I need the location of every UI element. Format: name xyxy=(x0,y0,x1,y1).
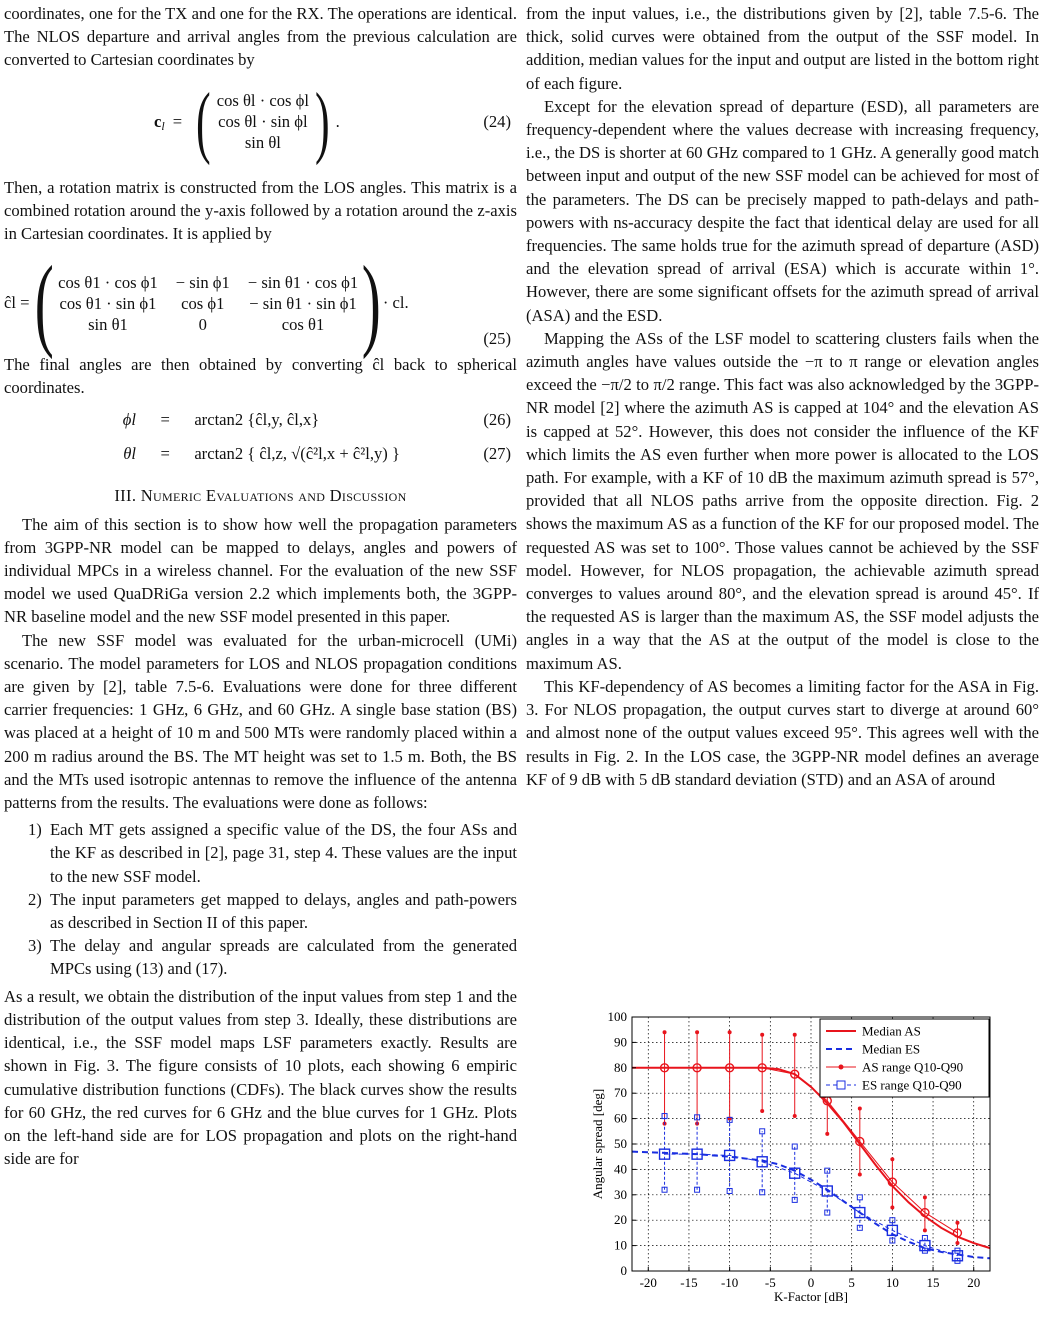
x-axis-label: K-Factor [dB] xyxy=(773,1289,849,1304)
eq25-r2c2: cos ϕ1 xyxy=(181,293,225,313)
y-tick-label: 20 xyxy=(614,1212,627,1228)
eq26-rhs: arctan2 {ĉl,y, ĉl,x} xyxy=(194,409,320,429)
range-high-marker xyxy=(890,1157,894,1161)
range-high-marker xyxy=(663,1030,667,1034)
legend-label: Median ES xyxy=(862,1041,921,1057)
legend-label: ES range Q10-Q90 xyxy=(862,1077,962,1093)
equation-25: ĉl = ( cos θ1 · cos ϕ1 − sin ϕ1 − sin θ1 · cos ϕ1 cos θ1 · sin ϕ1 cos ϕ1 − sin θ1 · sin ϕ1 sin θ1 0 cos θ1 ) · cl. (25) xyxy=(4,245,511,361)
paragraph-umi: The new SSF model was evaluated for the urban-microcell (UMi) scenario. The model parameters for LOS and NLOS propagation conditions are given by [2], table 7.5-6. Evaluations were done for three different carrier frequencies: 1 GHz, 6 GHz, and 60 GHz. A single base station (BS) was placed at a height of 10 m and 500 MTs were randomly placed within a 200 m radius around the BS. The MT height was set to 1.5 m. Both, the BS and the MTs used isotropic antennas to remove the influence of the antenna patterns from the results. The evaluations were done as follows: xyxy=(4,630,517,813)
range-low-marker xyxy=(923,1228,927,1232)
left-column xyxy=(4,0,517,1170)
list-item: 3) The delay and angular spreads are calculated from the generated MPCs using (13) and (17). xyxy=(28,936,517,979)
equation-24: c $_l$ = ( cos θl · cos ϕl cos θl · sin ϕl sin θl ) . (24) xyxy=(154,77,511,166)
paragraph-result: As a result, we obtain the distribution of the input values from step 1 and the distribution of the output values from step 3. Ideally, these distributions are identical, i.e., the SSF model maps LSF parameters exactly. Results are shown in Fig. 3. The figure consists of 10 plots, each showing 6 empiric cumulative distribution functions (CDFs). The black curves show the results for 60 GHz, the red curves for 6 GHz and the blue curves for 1 GHz. Plots on the left-hand side are for LOS propagation and plots on the right-hand side are for xyxy=(4,986,517,1169)
eq27-rhs: arctan2 { ĉl,z, √(ĉ²l,x + ĉ²l,y) } xyxy=(194,443,400,463)
eq25-r2c1: cos θ1 · sin ϕ1 xyxy=(59,293,157,313)
y-tick-label: 100 xyxy=(607,1009,627,1024)
x-tick-label: 5 xyxy=(848,1275,855,1290)
equation-26-27 xyxy=(4,400,517,480)
legend-marker xyxy=(837,1081,845,1089)
range-high-marker xyxy=(695,1030,699,1034)
list-item: 1) Each MT gets assigned a specific value of the DS, the four ASs and the KF as described in [2], page 31, step 4. These values are the input to the new SSF model. xyxy=(28,820,517,886)
eq24-number: (24) xyxy=(483,111,511,131)
range-low-marker xyxy=(955,1241,959,1245)
list-item: 2) The input parameters get mapped to delays, angles and path-powers as described in Section II of this paper. xyxy=(28,889,517,933)
y-tick-label: 80 xyxy=(614,1059,627,1075)
eq25-r1c2: − sin ϕ1 xyxy=(175,272,230,292)
paragraph-rotation: Then, a rotation matrix is constructed from the LOS angles. This matrix is a combined rotation around the y-axis followed by a rotation around the z-axis in Cartesian coordinates. It is applied by xyxy=(4,177,517,244)
x-tick-label: -5 xyxy=(764,1275,776,1290)
eq26-number: (26) xyxy=(483,409,511,429)
angular-spread-chart xyxy=(570,1005,1010,1305)
range-high-marker xyxy=(728,1030,732,1034)
paragraph-final-angles: The final angles are then obtained by converting ĉl back to spherical coordinates. xyxy=(4,355,517,398)
evaluation-steps-list xyxy=(4,818,517,980)
x-tick-label: 10 xyxy=(885,1275,899,1290)
range-low-marker xyxy=(825,1132,829,1136)
section-heading: III. Numeric Evaluations and Discussion xyxy=(114,485,407,505)
eq24-row-1: cos θl · cos ϕl xyxy=(216,91,309,111)
legend-marker xyxy=(839,1065,844,1070)
range-low-marker xyxy=(858,1172,862,1176)
x-tick-label: 0 xyxy=(807,1275,815,1290)
range-high-marker xyxy=(793,1033,797,1037)
y-tick-label: 50 xyxy=(614,1136,627,1151)
eq25-number: (25) xyxy=(483,329,511,349)
range-high-marker xyxy=(955,1221,959,1225)
y-tick-label: 90 xyxy=(614,1034,627,1050)
range-high-marker xyxy=(760,1033,764,1037)
x-tick-label: 20 xyxy=(967,1275,981,1290)
range-low-marker xyxy=(890,1206,894,1210)
y-tick-label: 10 xyxy=(614,1237,627,1253)
eq24-lhs: c xyxy=(154,111,162,131)
eq24-row-2: cos θl · sin ϕl xyxy=(218,112,308,132)
range-low-marker xyxy=(793,1114,797,1118)
eq25-r3c3: cos θ1 xyxy=(281,314,325,334)
eq25-rhs: · cl. xyxy=(382,293,409,313)
y-tick-label: 60 xyxy=(614,1110,627,1126)
x-tick-label: -20 xyxy=(639,1275,657,1290)
eq26-eq: = xyxy=(160,409,170,429)
eq25-lhs: ĉl = xyxy=(4,293,30,313)
range-low-marker xyxy=(760,1109,764,1113)
range-high-marker xyxy=(923,1195,927,1199)
y-tick-label: 70 xyxy=(614,1085,627,1101)
eq25-r3c1: sin θ1 xyxy=(88,314,128,334)
legend-label: Median AS xyxy=(862,1023,921,1039)
eq24-row-3: sin θl xyxy=(244,133,281,153)
eq25-r3c2: 0 xyxy=(198,314,207,334)
y-tick-label: 40 xyxy=(614,1161,627,1177)
range-high-marker xyxy=(857,1195,862,1200)
range-high-marker xyxy=(858,1106,862,1110)
paragraph-mapping: Mapping the ASs of the LSF model to scattering clusters fails when the azimuth angles have values outside the −π to π range or elevation angles exceed the −π/2 to π/2 range. This fact was also acknowledged by the 3GPP-NR model [2] where the azimuth AS is capped at 104° and the elevation AS is capped at 52°. However, this does not consider the influence of the KF which limits the AS even further when more power is allocated to the LOS path. For example, with a KF of 10 dB the maximum azimuth spread is 57°, provided that all NLOS paths arrive from the opposite direction. Fig. 2 shows the maximum AS as a function of the KF for our proposed model. The requested AS was set to 100°. Those values cannot be achieved by the SSF model. However, for NLOS propagation, the achievable azimuth spread converges to values around 80°, and the elevation spread is around 45°. If the requested AS is larger than the maximum AS, the SSF model adjusts the angles in a way that the AS at the output of the model is close to the maximum AS. xyxy=(526,328,1039,673)
eq26-lhs: ϕl xyxy=(122,409,136,429)
eq24-sub: l xyxy=(161,119,165,134)
eq27-number: (27) xyxy=(483,443,511,463)
y-axis-label: Angular spread [deg] xyxy=(590,1088,605,1200)
eq25-r2c3: − sin θ1 · sin ϕ1 xyxy=(249,293,357,313)
eq27-lhs: θl xyxy=(123,443,136,463)
paragraph-intro: coordinates, one for the TX and one for the RX. The operations are identical. The NLOS departure and arrival angles from the previous calculation are converted to Cartesian coordinates by xyxy=(4,4,517,70)
eq25-r1c1: cos θ1 · cos ϕ1 xyxy=(58,272,158,292)
paragraph-kf-dependency: This KF-dependency of AS becomes a limiting factor for the ASA in Fig. 3. For NLOS propagation, the output curves start to diverge at around 60° and almost none of the output values exceed 95°. This agrees well with the results in Fig. 2. In the LOS case, the 3GPP-NR model defines an average KF of 9 dB with 5 dB standard deviation (STD) and an ASA of around xyxy=(526,676,1039,789)
eq27-eq: = xyxy=(160,443,170,463)
x-tick-label: -10 xyxy=(720,1275,739,1290)
es-range-series xyxy=(660,1114,963,1264)
x-tick-label: -15 xyxy=(680,1275,698,1290)
paragraph-distributions: from the input values, i.e., the distributions given by [2], table 7.5-6. The thick, solid curves were obtained from the output of the SSF model. In addition, median values for the input and output are listed in the bottom right of each figure. xyxy=(526,4,1039,93)
y-tick-label: 0 xyxy=(620,1263,627,1278)
right-column xyxy=(526,0,1039,1304)
paragraph-aim: The aim of this section is to show how well the propagation parameters from 3GPP-NR model can be mapped to delays, angles and powers of individual MPCs in a wireless channel. For the evaluation of the new SSF model we used QuaDRiGa version 2.2 which implements both, the 3GPP-NR baseline model and the new SSF model presented in this paper. xyxy=(4,514,517,627)
paragraph-frequency: Except for the elevation spread of departure (ESD), all parameters are frequency-dependent where the values decrease with increasing frequency, i.e., the DS is shorter at 60 GHz compared to 1 GHz. A generally good match between input and output of the new SSF model can be achieved for most of the parameters. The DS can be precisely mapped to path-delays and path-powers with ns-accuracy despite the fact that identical delay are used for all frequencies. The same holds true for the azimuth spread of departure (ASD) and the elevation spread of arrival (ESA) which is accurate within 1°. However, there are some significant offsets for the azimuth spread of arrival (ASA) and the ESD. xyxy=(526,96,1039,325)
y-tick-label: 30 xyxy=(614,1186,627,1202)
x-tick-label: 15 xyxy=(926,1275,940,1290)
eq25-r1c3: − sin θ1 · cos ϕ1 xyxy=(247,272,359,292)
legend-label: AS range Q10-Q90 xyxy=(862,1059,964,1075)
